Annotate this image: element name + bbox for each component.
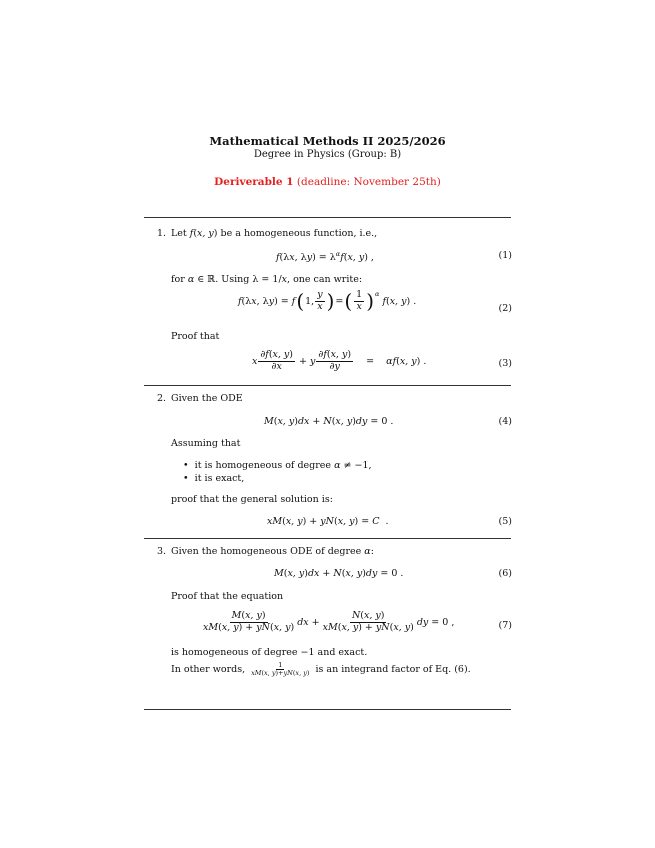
equation-7-tag: (7) [498, 620, 512, 631]
bullet-1: • it is homogeneous of degree α ≠ −1, [183, 460, 372, 471]
problem-3-line1: is homogeneous of degree −1 and exact. [171, 647, 368, 658]
equation-6: M(x, y)dx + N(x, y)dy = 0 . [274, 568, 404, 579]
problem-1-intro-lead: Let [171, 228, 187, 239]
problem-1-for: for [171, 274, 185, 285]
equation-5: xM(x, y) + yN(x, y) = C . [267, 516, 389, 527]
problem-1-proof-label: Proof that [171, 331, 220, 342]
problem-2-conclusion: proof that the general solution is: [171, 494, 333, 505]
page-title: Mathematical Methods II 2025/2026 [209, 134, 446, 148]
equation-3-tag: (3) [498, 358, 512, 369]
problem-3-intro: Given the homogeneous ODE of degree α: [171, 546, 374, 557]
problem-1-write: , one can write: [287, 274, 363, 285]
equation-7: $\frac{M(x, y)}{xM(x, y) + yN(x, y)}$ dx + $\frac{N(x, y)}{xM(x, y) + yN(x, y)}$ dy = 0 , [203, 610, 455, 633]
equation-4: M(x, y)dx + N(x, y)dy = 0 . [264, 416, 394, 427]
deliverable-label: Deriverable 1 [214, 176, 294, 188]
problem-3-proof-label: Proof that the equation [171, 591, 284, 602]
equation-6-tag: (6) [498, 568, 512, 579]
problem-1-text: for α ∈ ℝ. Using λ = 1/x, one can write: [171, 274, 363, 285]
equation-4-tag: (4) [498, 416, 512, 427]
equation-2-tag: (2) [498, 303, 512, 314]
problem-1-intro-text: be a homogeneous function, i.e., [220, 228, 378, 239]
problem-1-number: 1. [157, 228, 167, 239]
equation-1-tag: (1) [498, 250, 512, 261]
equation-3: x $\frac{\partial f(x, y)}{\partial x}$ + y $\frac{\partial f(x, y)}{\partial y}$ = αf(x, y) . [252, 349, 427, 372]
problem-2-number: 2. [157, 393, 167, 404]
divider-bottom [144, 709, 511, 710]
problem-3-number: 3. [157, 546, 167, 557]
problem-3-intro-text: Given the homogeneous ODE of degree [171, 546, 362, 557]
problem-1-intro: Let f(x, y) be a homogeneous function, i.e., [171, 228, 378, 239]
deliverable-heading [0, 176, 655, 188]
page-subtitle: Degree in Physics (Group: B) [253, 149, 402, 160]
problem-2-intro: Given the ODE [171, 393, 243, 404]
divider-top [144, 217, 511, 218]
problem-3-line2-lead: In other words, [171, 664, 246, 676]
problem-3-line2: In other words, $\frac{1}{xM(x, y)+yN(x, y)}$ is an integrand factor of Eq. (6). [171, 661, 471, 678]
problem-2-assuming: Assuming that [171, 438, 241, 449]
problem-1-using: . Using [215, 274, 250, 285]
equation-5-tag: (5) [498, 516, 512, 527]
divider-2 [144, 538, 511, 539]
bullet-2-text: it is exact, [194, 473, 245, 484]
problem-3-line2-tail: is an integrand factor of Eq. (6). [315, 664, 471, 676]
divider-1 [144, 385, 511, 386]
equation-1: f(λx, $\lambda y) = \lambda^\alpha f(x$, y) , [276, 250, 374, 264]
deadline: (deadline: November 25th) [296, 176, 441, 188]
equation-2: f(λx, λy) = f ( 1, $\frac{y}{x}$ ) = ( $\frac{1}{x}$ ) $^\alpha$ f(x, y) . [238, 289, 417, 314]
bullet-1-text: it is homogeneous of degree [194, 460, 332, 471]
bullet-2: • it is exact, [183, 473, 245, 484]
